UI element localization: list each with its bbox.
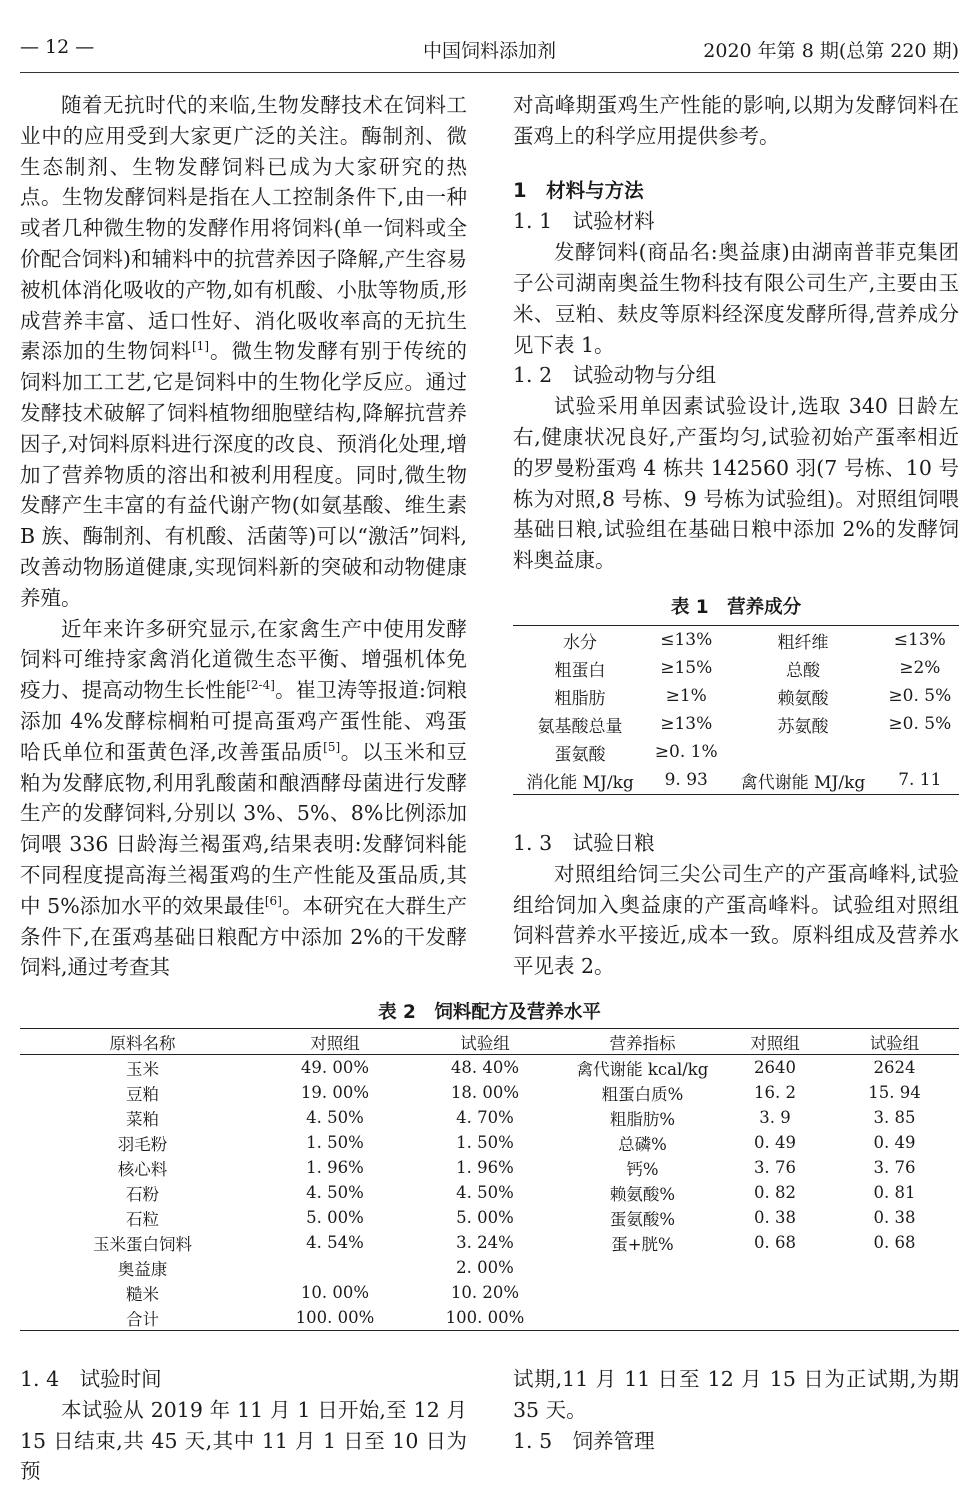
table2-cell <box>830 1305 959 1331</box>
table2-cell: 奥益康 <box>117 1259 168 1279</box>
table1-row <box>513 738 959 766</box>
table2-cell: 10. 00% <box>300 1283 370 1302</box>
table1-cell: 9. 93 <box>647 766 725 795</box>
table2-cell: 2. 00% <box>456 1258 514 1277</box>
intro-paragraph-1 <box>20 90 467 614</box>
table1-cell: ≥15% <box>660 658 713 678</box>
table2-cell <box>565 1255 720 1280</box>
table2-row <box>20 1205 959 1230</box>
table2-row <box>20 1055 959 1081</box>
table1-cell: 粗脂肪 <box>554 688 606 709</box>
table2-cell: 5. 00% <box>456 1208 514 1227</box>
table2-cell: 19. 00% <box>300 1083 370 1102</box>
table2-cell: 3. 24% <box>456 1233 514 1252</box>
table1-cell: 粗纤维 <box>725 626 880 655</box>
table1-cell: 禽代谢能 MJ/kg <box>725 766 880 795</box>
table2-cell: 蛋氨酸% <box>609 1209 676 1229</box>
table2-cell: 3. 76 <box>754 1158 796 1177</box>
table2-cell: 1. 96% <box>456 1158 514 1177</box>
table2-cell <box>565 1305 720 1331</box>
table2-header-cell: 对照组 <box>265 1029 405 1055</box>
table2-cell: 0. 49 <box>873 1133 916 1152</box>
table1-cell: ≤13% <box>647 626 725 655</box>
subsection-heading-1-4: 1. 4 试验时间 <box>20 1367 162 1391</box>
table2-cell: 1. 96% <box>306 1158 364 1177</box>
table2-cell: 16. 2 <box>754 1083 796 1102</box>
table2-cell: 石粉 <box>126 1184 159 1204</box>
page-number: — 12 — <box>20 36 95 58</box>
table2-row <box>20 1130 959 1155</box>
table2-caption: 表 2 饲料配方及营养水平 <box>378 1002 601 1023</box>
table2-row <box>20 1080 959 1105</box>
table2-cell: 48. 40% <box>450 1058 520 1077</box>
table2-cell: 总磷% <box>618 1134 667 1154</box>
table1-cell: 消化能 MJ/kg <box>513 766 647 795</box>
header-rule <box>20 72 959 73</box>
table1-cell: ≥0. 5% <box>888 714 952 734</box>
intro-paragraph-2 <box>20 614 467 984</box>
table2-row <box>20 1305 959 1331</box>
table2-cell: 0. 49 <box>754 1133 796 1152</box>
table1-cell: ≥2% <box>899 658 941 678</box>
table2-cell <box>720 1280 830 1305</box>
table2-cell: 18. 00% <box>450 1083 520 1102</box>
table2-header-cell: 对照组 <box>720 1029 830 1055</box>
table2-row <box>20 1180 959 1205</box>
table1-nutrients <box>513 625 959 795</box>
table2-cell: 1. 50% <box>456 1133 514 1152</box>
citation: [2-4] <box>246 678 275 693</box>
table1-caption: 表 1 营养成分 <box>670 597 802 618</box>
table1-cell: 苏氨酸 <box>777 716 829 737</box>
table1-cell: ≤13% <box>881 626 959 655</box>
intro-text: 。崔卫涛等报道:饲粮添加 4%发酵棕榈粕可提高蛋鸡产蛋性能、鸡蛋哈氏单位和蛋黄色泽,改善蛋品质 <box>20 678 468 764</box>
table2-cell: 0. 81 <box>873 1183 916 1202</box>
table2-cell: 粗蛋白质% <box>601 1084 684 1104</box>
paragraph-1-4: 本试验从 2019 年 11 月 1 日开始,至 12 月 15 日结束,共 45 天,其中 11 月 1 日至 10 日为预 <box>20 1397 467 1484</box>
table2-row <box>20 1280 959 1305</box>
subsection-heading-1-1: 1. 1 试验材料 <box>513 209 655 234</box>
intro-text: 。以玉米和豆粕为发酵底物,利用乳酸菌和酿酒酵母菌进行发酵生产的发酵饲料,分别以 3%、5%、8%比例添加饲喂 336 日龄海兰褐蛋鸡,结果表明:发酵饲料能不同程度提高海兰褐蛋鸡的生产性能及蛋品质,其中 5%添加水平的效果最佳 <box>20 739 468 918</box>
table1-cell <box>881 738 959 766</box>
table2-cell <box>265 1255 405 1280</box>
table2-row <box>20 1230 959 1255</box>
intro-text: 近年来许多研究显示,在家禽生产中使用发酵饲料可维持家禽消化道微生态平衡、增强机体免疫力、提高动物生长性能 <box>20 616 467 703</box>
table2-cell: 0. 38 <box>754 1208 796 1227</box>
table2-row <box>20 1255 959 1280</box>
table2-cell: 菜粕 <box>126 1109 159 1129</box>
subsection-heading-1-2: 1. 2 试验动物与分组 <box>513 363 717 388</box>
right-column <box>513 90 959 576</box>
table2-cell: 4. 50% <box>306 1183 364 1202</box>
table2-cell: 钙% <box>626 1159 659 1179</box>
subsection-heading-1-5: 1. 5 饲养管理 <box>513 1428 655 1453</box>
citation: [1] <box>192 339 209 354</box>
table2-cell: 3. 9 <box>759 1108 791 1127</box>
table1-cell: ≥0. 5% <box>888 686 952 706</box>
table2-cell: 赖氨酸% <box>609 1184 676 1204</box>
table2-header-cell: 试验组 <box>405 1029 565 1055</box>
table2-cell: 玉米 <box>126 1059 159 1079</box>
table2-cell: 玉米蛋白饲料 <box>93 1234 192 1254</box>
table2-cell: 0. 68 <box>873 1233 916 1252</box>
table1-cell: 7. 11 <box>881 766 959 795</box>
table2-cell: 豆粕 <box>126 1084 159 1104</box>
table2-cell <box>830 1255 959 1280</box>
table2-cell: 0. 68 <box>754 1233 796 1252</box>
table2-cell: 4. 54% <box>306 1233 364 1252</box>
table2-cell: 100. 00% <box>405 1305 565 1331</box>
table1-row <box>513 710 959 738</box>
continued-paragraph: 对高峰期蛋鸡生产性能的影响,以期为发酵饲料在蛋鸡上的科学应用提供参考。 <box>513 93 959 148</box>
table2-cell: 石粒 <box>126 1209 159 1229</box>
citation: [6] <box>264 893 282 908</box>
table1-cell <box>725 738 880 766</box>
table2-header-cell: 试验组 <box>830 1029 959 1055</box>
table1-cell: 水分 <box>513 626 647 655</box>
intro-text: 。微生物发酵有别于传统的饲料加工工艺,它是饲料中的生物化学反应。通过发酵技术破解了饲料植物细胞壁结构,降解抗营养因子,对饲料原料进行深度的改良、预消化处理,增加了营养物质的溶出和被利用程度。同时,微生物发酵产生丰富的有益代谢产物(如氨基酸、维生素 B 族、酶制剂、有机酸、活菌等)可以“激活”饲料,改善动物肠道健康,实现饲料新的突破和动物健康养殖。 <box>20 339 467 610</box>
intro-text: 随着无抗时代的来临,生物发酵技术在饲料工业中的应用受到大家更广泛的关注。酶制剂、微生态制剂、生物发酵饲料已成为大家研究的热点。生物发酵饲料是指在人工控制条件下,由一种或者几种微生物的发酵作用将饲料(单一饲料或全价配合饲料)和辅料中的抗营养因子降解,产生容易被机体消化吸收的产物,如有机酸、小肽等物质,形成营养丰富、适口性好、消化吸收率高的无抗生素添加的生物饲料 <box>20 93 467 364</box>
table1-row <box>513 682 959 710</box>
citation: [5] <box>323 739 341 754</box>
intro-text: 。本研究在大群生产条件下,在蛋鸡基础日粮配方中添加 2%的干发酵饲料,通过考查其 <box>20 893 467 980</box>
table1-cell: 粗蛋白 <box>554 660 606 681</box>
table2-cell: 10. 20% <box>450 1283 520 1302</box>
table1-cell: 氨基酸总量 <box>537 716 623 737</box>
left-column <box>20 90 467 983</box>
table2-cell: 4. 70% <box>456 1108 514 1127</box>
issue-info: 2020 年第 8 期(总第 220 期) <box>703 40 959 62</box>
table2-cell: 5. 00% <box>306 1208 364 1227</box>
table1-cell: ≥0. 1% <box>654 742 718 762</box>
table2-header-row <box>20 1029 959 1055</box>
table2-formula <box>20 1028 959 1331</box>
table2-cell: 禽代谢能 kcal/kg <box>576 1059 709 1079</box>
paragraph-1-1: 发酵饲料(商品名:奥益康)由湖南普菲克集团子公司湖南奥益生物科技有限公司生产,主要由玉米、豆粕、麸皮等原料经深度发酵所得,营养成分见下表 1。 <box>513 240 959 357</box>
table1-cell: 总酸 <box>786 660 821 681</box>
table2-cell: 4. 50% <box>456 1183 514 1202</box>
table2-cell: 4. 50% <box>306 1108 364 1127</box>
table2-cell: 3. 85 <box>873 1108 916 1127</box>
right-column-lower <box>513 828 959 982</box>
table2-cell: 100. 00% <box>265 1305 405 1331</box>
table1-cell: 蛋氨酸 <box>554 744 606 765</box>
table1-row <box>513 766 959 795</box>
table1-cell: 赖氨酸 <box>777 688 829 709</box>
table2-cell: 蛋+胱% <box>611 1234 674 1254</box>
table2-cell <box>720 1255 830 1280</box>
table2-cell: 3. 76 <box>873 1158 916 1177</box>
table2-cell: 2640 <box>754 1058 796 1077</box>
table2-header-cell: 营养指标 <box>565 1029 720 1055</box>
table2-cell: 0. 38 <box>873 1208 916 1227</box>
table2-cell <box>830 1280 959 1305</box>
table2-cell: 1. 50% <box>306 1133 364 1152</box>
table2-cell: 49. 00% <box>300 1058 370 1077</box>
continued-paragraph-1-4: 试期,11 月 11 日至 12 月 15 日为正试期,为期 35 天。 <box>513 1367 959 1422</box>
table2-cell: 糙米 <box>126 1284 159 1304</box>
table2-row <box>20 1105 959 1130</box>
table2-cell: 粗脂肪% <box>609 1109 676 1129</box>
bottom-right-column <box>513 1364 959 1456</box>
table2-cell: 2624 <box>873 1058 916 1077</box>
table2-cell: 合计 <box>20 1305 265 1331</box>
table1-cell: ≥13% <box>660 714 713 734</box>
subsection-heading-1-3: 1. 3 试验日粮 <box>513 831 655 855</box>
table2-cell: 15. 94 <box>868 1083 921 1102</box>
journal-title: 中国饲料添加剂 <box>422 40 556 62</box>
table2-cell <box>565 1280 720 1305</box>
paragraph-1-2: 试验采用单因素试验设计,选取 340 日龄左右,健康状况良好,产蛋均匀,试验初始产蛋率相近的罗曼粉蛋鸡 4 栋共 142560 羽(7 号栋、10 号栋为对照,8 号栋、9 号栋为试验组)。对照组饲喂基础日粮,试验组在基础日粮中添加 2%的发酵饲料奥益康。 <box>513 394 959 573</box>
table1-row <box>513 626 959 655</box>
bottom-left-column <box>20 1364 467 1487</box>
table2-cell: 核心料 <box>117 1159 168 1179</box>
table2-cell <box>720 1305 830 1331</box>
section-heading-1: 1 材料与方法 <box>513 178 644 202</box>
table2-cell: 0. 82 <box>754 1183 796 1202</box>
table1-cell: ≥1% <box>665 686 707 706</box>
table1-row <box>513 654 959 682</box>
table2-row <box>20 1155 959 1180</box>
table2-header-cell: 原料名称 <box>20 1029 265 1055</box>
table2-cell: 羽毛粉 <box>117 1134 168 1154</box>
paragraph-1-3: 对照组给饲三尖公司生产的产蛋高峰料,试验组给饲加入奥益康的产蛋高峰料。试验组对照组饲料营养水平接近,成本一致。原料组成及营养水平见表 2。 <box>513 861 959 979</box>
